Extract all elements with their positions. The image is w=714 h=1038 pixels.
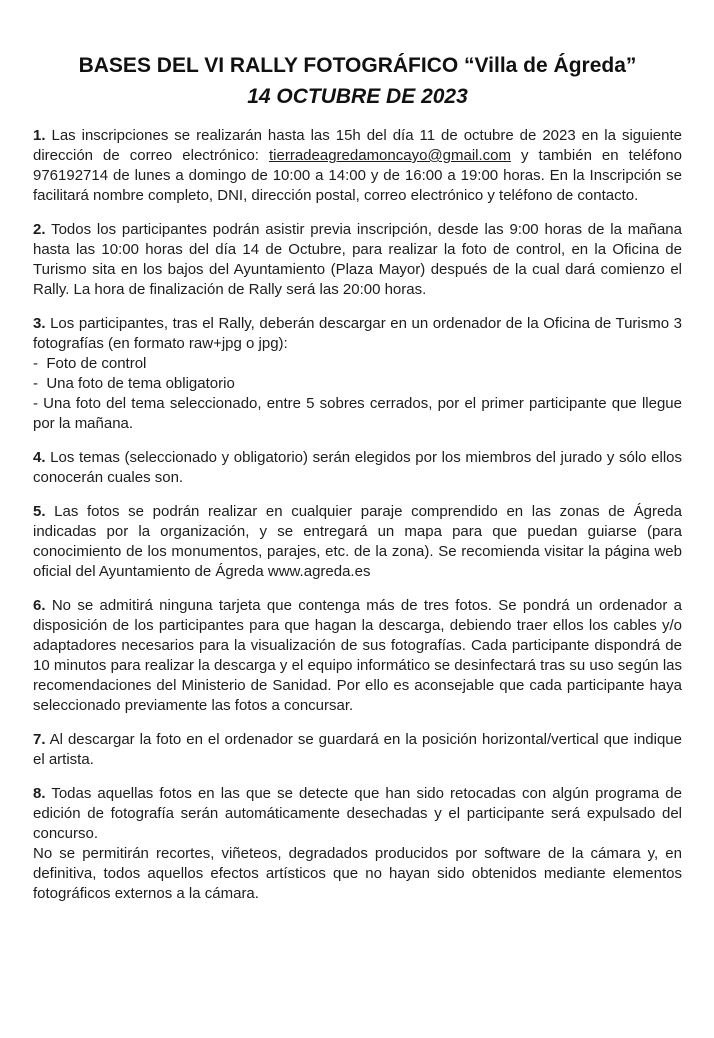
paragraph-4-text: Los temas (seleccionado y obligatorio) serán elegidos por los miembros del jurado y sólo ellos conocerán cuales son. (33, 449, 682, 486)
paragraph-8-text: Todas aquellas fotos en las que se detecte que han sido retocadas con algún programa de edición de fotografía serán automáticamente desechadas y el participante será expulsado del concurso. (33, 785, 682, 842)
paragraph-5 (33, 502, 682, 582)
paragraph-5-number: 5. (33, 503, 46, 520)
paragraph-3 (33, 314, 682, 354)
document-title: BASES DEL VI RALLY FOTOGRÁFICO “Villa de Ágreda” (78, 54, 637, 77)
website-url-text: www.agreda.es (267, 563, 371, 580)
paragraph-5-text: Las fotos se podrán realizar en cualquier paraje comprendido en las zonas de Ágreda indicadas por la organización, y se entregará un mapa para que puedan guiarse (para conocimiento de los monumentos, parajes, etc. de la zona). Se recomienda visitar la página web oficial del Ayuntamiento de Ágreda (33, 503, 682, 580)
paragraph-3-number: 3. (33, 315, 46, 332)
paragraph-1 (33, 126, 682, 206)
paragraph-8-number: 8. (33, 785, 46, 802)
paragraph-1-text-cont: y también en teléfono 976192714 de lunes a domingo de 10:00 a 14:00 y de 16:00 a 19:00 horas. En la Inscripción se facilitará nombre completo, DNI, dirección postal, correo electrónico y teléfono de contacto. (33, 147, 682, 204)
paragraph-7-text: Al descargar la foto en el ordenador se guardará en la posición horizontal/vertical que indique el artista. (33, 731, 682, 768)
paragraph-4 (33, 448, 682, 488)
paragraph-7 (33, 730, 682, 770)
paragraph-2-number: 2. (33, 221, 46, 238)
paragraph-2 (33, 220, 682, 300)
bullet-foto-control: - Foto de control (33, 355, 147, 372)
bullet-tema-obligatorio: - Una foto de tema obligatorio (33, 375, 235, 392)
bullet-tema-seleccionado: - Una foto del tema seleccionado, entre 5 sobres cerrados, por el primer participante que llegue por la mañana. (33, 395, 682, 432)
paragraph-6 (33, 596, 682, 716)
paragraph-8-continuation: No se permitirán recortes, viñeteos, degradados producidos por software de la cámara y, en definitiva, todos aquellos efectos artísticos que no hayan sido obtenidos mediante elementos fotográficos externos a la cámara. (33, 845, 682, 902)
paragraph-7-number: 7. (33, 731, 46, 748)
paragraph-2-text: Todos los participantes podrán asistir previa inscripción, desde las 9:00 horas de la mañana hasta las 10:00 horas del día 14 de Octubre, para realizar la foto de control, en la Oficina de Turismo sita en los bajos del Ayuntamiento (Plaza Mayor) después de la cual dará comienzo el Rally. La hora de finalización de Rally será las 20:00 horas. (33, 221, 682, 298)
document-date-subtitle: 14 OCTUBRE DE 2023 (247, 85, 468, 108)
paragraph-1-number: 1. (33, 127, 46, 144)
paragraph-1-text: Las inscripciones se realizarán hasta las 15h del día 11 de octubre de 2023 en la siguiente dirección de correo electrónico: (33, 127, 682, 164)
paragraph-4-number: 4. (33, 449, 46, 466)
paragraph-3-intro: Los participantes, tras el Rally, deberán descargar en un ordenador de la Oficina de Turismo 3 fotografías (en formato raw+jpg o jpg): (33, 315, 683, 352)
paragraph-8 (33, 784, 682, 844)
paragraph-6-text: No se admitirá ninguna tarjeta que contenga más de tres fotos. Se pondrá un ordenador a disposición de los participantes para que hagan la descarga, debiendo traer ellos los cables y/o adaptadores necesarios para la visualización de sus fotografías. Cada participante dispondrá de 10 minutos para realizar la descarga y el equipo informático se desinfectará tras su uso según las recomendaciones del Ministerio de Sanidad. Por ello es aconsejable que cada participante haya seleccionado previamente las fotos a concursar. (33, 597, 682, 714)
email-link[interactable]: tierradeagredamoncayo@gmail.com (269, 147, 512, 164)
paragraph-6-number: 6. (33, 597, 46, 614)
